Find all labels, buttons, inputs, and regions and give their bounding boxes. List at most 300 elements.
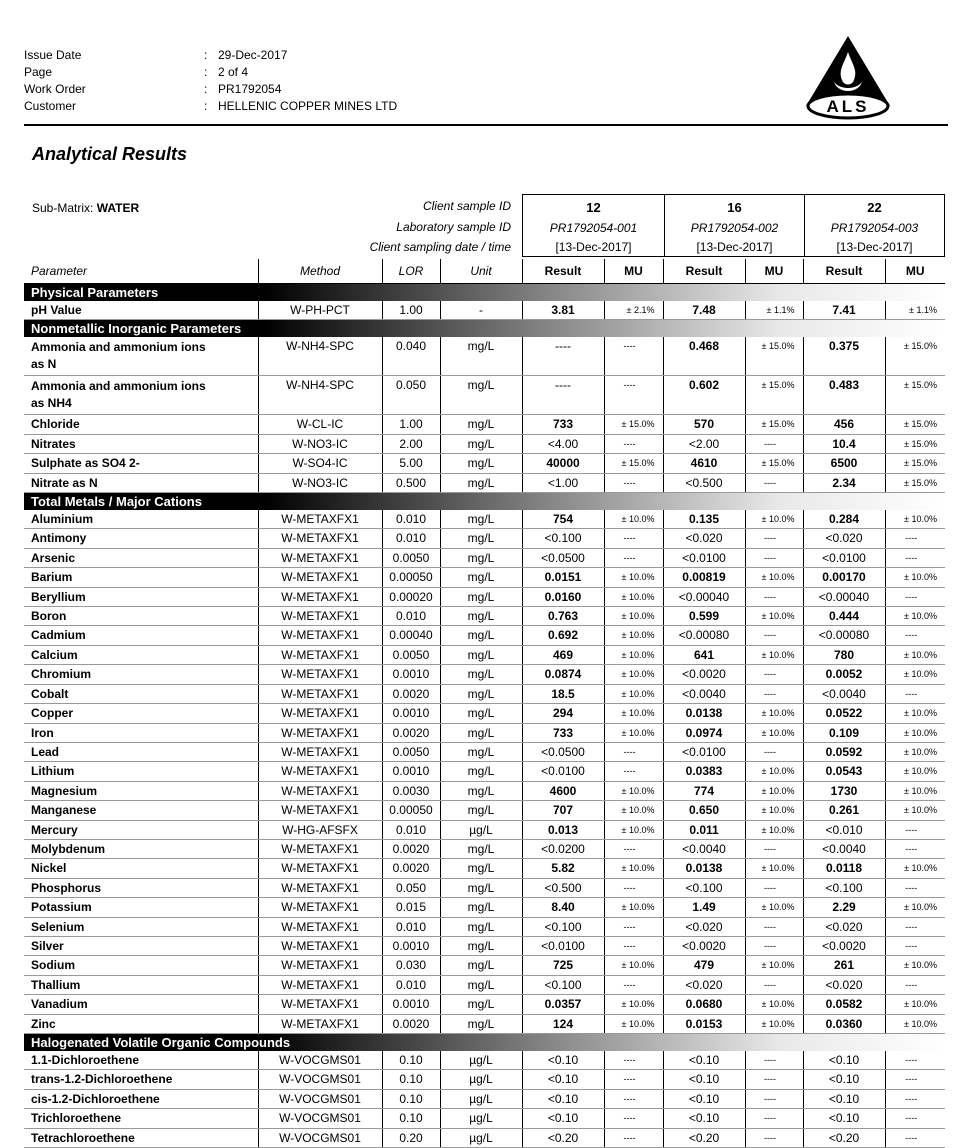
unit: mg/L: [440, 645, 522, 664]
unit: mg/L: [440, 473, 522, 492]
unit: µg/L: [440, 1051, 522, 1070]
unit: mg/L: [440, 917, 522, 936]
measurement-uncertainty: ± 10.0%: [745, 995, 803, 1014]
unit: mg/L: [440, 956, 522, 975]
result-value: 0.109: [803, 723, 885, 742]
result-value: 0.0052: [803, 665, 885, 684]
result-value: <0.00040: [663, 587, 745, 606]
parameter-name-line: Nitrate as N: [31, 475, 98, 490]
measurement-uncertainty: ----: [885, 1089, 945, 1108]
result-value: 0.0151: [522, 568, 604, 587]
parameter-name: [24, 473, 258, 492]
measurement-uncertainty: ± 10.0%: [885, 568, 945, 587]
sample-column-1: [523, 195, 664, 256]
unit: mg/L: [440, 529, 522, 548]
parameter-name-line: Silver: [31, 938, 64, 953]
lor: 0.010: [382, 529, 440, 548]
result-value: 0.599: [663, 607, 745, 626]
measurement-uncertainty: ----: [604, 742, 663, 761]
result-value: <0.500: [663, 473, 745, 492]
result-value: 641: [663, 645, 745, 664]
measurement-uncertainty: ----: [885, 917, 945, 936]
result-value: 0.650: [663, 801, 745, 820]
result-value: 1.49: [663, 898, 745, 917]
measurement-uncertainty: ----: [604, 1051, 663, 1070]
method: W-PH-PCT: [258, 301, 382, 320]
method: W-METAXFX1: [258, 665, 382, 684]
result-value: 0.0974: [663, 723, 745, 742]
measurement-uncertainty: ± 10.0%: [604, 665, 663, 684]
method: W-METAXFX1: [258, 587, 382, 606]
parameter-name-line: Chloride: [31, 417, 80, 432]
result-value: <0.10: [803, 1109, 885, 1128]
result-value: 570: [663, 415, 745, 434]
section-title: Total Metals / Major Cations: [24, 493, 945, 511]
issue-date-label: Issue Date: [24, 48, 82, 62]
measurement-uncertainty: ± 10.0%: [604, 956, 663, 975]
result-value: 10.4: [803, 434, 885, 453]
parameter-name-line: Selenium: [31, 919, 85, 934]
table-row: [24, 510, 945, 529]
measurement-uncertainty: ----: [885, 975, 945, 994]
result-value: 0.261: [803, 801, 885, 820]
section-title: Halogenated Volatile Organic Compounds: [24, 1034, 945, 1052]
parameter-name: [24, 1089, 258, 1108]
measurement-uncertainty: ± 10.0%: [745, 1014, 803, 1033]
measurement-uncertainty: ± 10.0%: [885, 1014, 945, 1033]
col-lor: LOR: [382, 259, 440, 284]
lor: 2.00: [382, 434, 440, 453]
lor: 0.010: [382, 917, 440, 936]
lor: 0.0010: [382, 936, 440, 955]
parameter-name: [24, 742, 258, 761]
issue-date-value: 29-Dec-2017: [218, 48, 288, 62]
result-value: <0.10: [803, 1089, 885, 1108]
result-value: 1730: [803, 781, 885, 800]
unit: mg/L: [440, 839, 522, 858]
col-result: Result: [522, 259, 604, 284]
result-value: <0.10: [522, 1089, 604, 1108]
measurement-uncertainty: ----: [604, 936, 663, 955]
result-value: 0.483: [803, 376, 885, 415]
lor: 0.050: [382, 878, 440, 897]
measurement-uncertainty: ± 15.0%: [885, 434, 945, 453]
result-value: 0.0582: [803, 995, 885, 1014]
parameter-name: [24, 607, 258, 626]
result-value: <0.100: [522, 917, 604, 936]
unit: mg/L: [440, 801, 522, 820]
method: W-METAXFX1: [258, 510, 382, 529]
result-value: <0.100: [803, 878, 885, 897]
parameter-name-line: Sulphate as SO4 2-: [31, 456, 140, 471]
unit: mg/L: [440, 898, 522, 917]
parameter-name-line: Lithium: [31, 764, 75, 779]
result-value: 0.0592: [803, 742, 885, 761]
unit: mg/L: [440, 665, 522, 684]
table-row: [24, 473, 945, 492]
parameter-name: [24, 859, 258, 878]
lor: 0.040: [382, 337, 440, 376]
measurement-uncertainty: ± 10.0%: [745, 820, 803, 839]
result-value: <0.020: [663, 975, 745, 994]
measurement-uncertainty: ± 10.0%: [604, 704, 663, 723]
result-value: 40000: [522, 454, 604, 473]
method: W-METAXFX1: [258, 1014, 382, 1033]
measurement-uncertainty: ± 10.0%: [745, 956, 803, 975]
parameter-name: [24, 684, 258, 703]
measurement-uncertainty: ----: [885, 936, 945, 955]
method: W-HG-AFSFX: [258, 820, 382, 839]
analytical-results-table: [24, 259, 945, 1148]
unit: mg/L: [440, 995, 522, 1014]
parameter-name-line: Vanadium: [31, 997, 88, 1012]
parameter-name-line: trans-1.2-Dichloroethene: [31, 1072, 173, 1087]
parameter-name-line: as NH4: [31, 396, 72, 411]
table-row: [24, 839, 945, 858]
page-title: Analytical Results: [32, 144, 188, 164]
table-row: [24, 801, 945, 820]
result-value: <0.10: [803, 1070, 885, 1089]
parameter-name: [24, 820, 258, 839]
parameter-name: [24, 301, 258, 320]
table-row: [24, 529, 945, 548]
als-logo: [802, 34, 894, 120]
page-value: 2 of 4: [218, 65, 249, 79]
measurement-uncertainty: ± 15.0%: [604, 415, 663, 434]
measurement-uncertainty: ± 10.0%: [885, 723, 945, 742]
table-row: [24, 1109, 945, 1128]
unit: mg/L: [440, 587, 522, 606]
method: W-METAXFX1: [258, 781, 382, 800]
sampling-date: [13-Dec-2017]: [836, 240, 913, 254]
parameter-name-line: Antimony: [31, 531, 87, 546]
unit: mg/L: [440, 415, 522, 434]
measurement-uncertainty: ----: [885, 684, 945, 703]
parameter-name-line: Beryllium: [31, 589, 86, 604]
measurement-uncertainty: ----: [745, 1051, 803, 1070]
measurement-uncertainty: ----: [604, 1109, 663, 1128]
result-value: 0.00170: [803, 568, 885, 587]
lab-sample-id: PR1792054-001: [549, 221, 638, 235]
lor: 0.0010: [382, 762, 440, 781]
result-value: <0.0040: [803, 839, 885, 858]
result-value: <0.20: [522, 1128, 604, 1147]
measurement-uncertainty: ----: [885, 1128, 945, 1147]
measurement-uncertainty: ----: [745, 936, 803, 955]
result-value: 5.82: [522, 859, 604, 878]
table-row: [24, 898, 945, 917]
lor: 0.0020: [382, 684, 440, 703]
client-sample-id: 16: [727, 200, 742, 215]
unit: mg/L: [440, 337, 522, 376]
submatrix: Sub-Matrix: WATER: [32, 201, 140, 215]
parameter-name: [24, 839, 258, 858]
measurement-uncertainty: ± 10.0%: [604, 568, 663, 587]
unit: mg/L: [440, 781, 522, 800]
result-value: ----: [522, 337, 604, 376]
result-value: 2.34: [803, 473, 885, 492]
measurement-uncertainty: ± 15.0%: [885, 454, 945, 473]
result-value: 733: [522, 723, 604, 742]
lor: 0.0020: [382, 839, 440, 858]
section-title: Physical Parameters: [24, 284, 945, 302]
lor: 0.10: [382, 1070, 440, 1089]
table-row: [24, 568, 945, 587]
customer-label: Customer: [24, 99, 77, 113]
parameter-name: [24, 1128, 258, 1147]
result-value: 0.0874: [522, 665, 604, 684]
table-row: [24, 742, 945, 761]
lor: 0.10: [382, 1109, 440, 1128]
measurement-uncertainty: ----: [604, 376, 663, 415]
table-row: [24, 975, 945, 994]
lor: 0.00050: [382, 801, 440, 820]
parameter-name-line: Iron: [31, 725, 54, 740]
parameter-name-line: Tetrachloroethene: [31, 1130, 135, 1145]
lor: 0.015: [382, 898, 440, 917]
lor: 0.20: [382, 1128, 440, 1147]
parameter-name: [24, 665, 258, 684]
result-value: 0.00819: [663, 568, 745, 587]
lor: 0.10: [382, 1051, 440, 1070]
work-order-label: Work Order: [24, 82, 86, 96]
method: W-VOCGMS01: [258, 1128, 382, 1147]
result-value: <0.0500: [522, 548, 604, 567]
result-value: 780: [803, 645, 885, 664]
result-value: <0.100: [522, 529, 604, 548]
section-header: [24, 284, 945, 302]
result-value: <0.100: [522, 975, 604, 994]
measurement-uncertainty: ± 10.0%: [885, 995, 945, 1014]
parameter-name-line: Mercury: [31, 822, 78, 837]
lor: 0.0030: [382, 781, 440, 800]
measurement-uncertainty: ----: [604, 762, 663, 781]
result-value: <0.020: [663, 529, 745, 548]
measurement-uncertainty: ----: [885, 878, 945, 897]
lab-sample-id-label: Laboratory sample ID: [396, 220, 511, 234]
result-value: <0.10: [663, 1070, 745, 1089]
lor: 0.10: [382, 1089, 440, 1108]
table-row: [24, 1128, 945, 1147]
measurement-uncertainty: ± 10.0%: [604, 859, 663, 878]
method: W-METAXFX1: [258, 742, 382, 761]
table-row: [24, 936, 945, 955]
parameter-name-line: Nitrates: [31, 436, 76, 451]
unit: mg/L: [440, 434, 522, 453]
measurement-uncertainty: ----: [745, 587, 803, 606]
result-value: 0.0522: [803, 704, 885, 723]
measurement-uncertainty: ± 10.0%: [604, 1014, 663, 1033]
measurement-uncertainty: ----: [885, 1070, 945, 1089]
parameter-name: [24, 956, 258, 975]
parameter-name: [24, 936, 258, 955]
parameter-name-line: Nickel: [31, 861, 67, 876]
result-value: 2.29: [803, 898, 885, 917]
result-value: <0.020: [663, 917, 745, 936]
result-value: 0.468: [663, 337, 745, 376]
parameter-name-line: Calcium: [31, 647, 78, 662]
measurement-uncertainty: ----: [745, 473, 803, 492]
unit: mg/L: [440, 510, 522, 529]
result-value: 479: [663, 956, 745, 975]
table-row: [24, 723, 945, 742]
result-value: 7.41: [803, 301, 885, 320]
lor: 0.010: [382, 975, 440, 994]
measurement-uncertainty: ----: [885, 1051, 945, 1070]
measurement-uncertainty: ± 2.1%: [604, 301, 663, 320]
method: W-VOCGMS01: [258, 1051, 382, 1070]
parameter-name-line: Cadmium: [31, 628, 86, 643]
method: W-CL-IC: [258, 415, 382, 434]
method: W-VOCGMS01: [258, 1089, 382, 1108]
table-row: [24, 454, 945, 473]
table-row: [24, 917, 945, 936]
measurement-uncertainty: ± 10.0%: [604, 801, 663, 820]
measurement-uncertainty: ± 10.0%: [885, 665, 945, 684]
result-value: <0.100: [663, 878, 745, 897]
parameter-name: [24, 781, 258, 800]
parameter-name-line: Sodium: [31, 958, 75, 973]
submatrix-value: WATER: [96, 201, 140, 215]
measurement-uncertainty: ± 10.0%: [604, 607, 663, 626]
result-value: 0.284: [803, 510, 885, 529]
parameter-name-line: Trichloroethene: [31, 1111, 122, 1126]
unit: mg/L: [440, 878, 522, 897]
parameter-name-line: 1.1-Dichloroethene: [31, 1053, 140, 1067]
lor: 0.0050: [382, 645, 440, 664]
result-value: <0.10: [663, 1109, 745, 1128]
lor: 0.0010: [382, 995, 440, 1014]
col-mu: MU: [745, 259, 803, 284]
unit: µg/L: [440, 820, 522, 839]
measurement-uncertainty: ± 10.0%: [885, 607, 945, 626]
measurement-uncertainty: ----: [885, 548, 945, 567]
table-row: [24, 587, 945, 606]
result-value: <0.500: [522, 878, 604, 897]
measurement-uncertainty: ± 10.0%: [885, 859, 945, 878]
result-value: <0.0040: [663, 839, 745, 858]
parameter-name: [24, 415, 258, 434]
result-value: 0.0118: [803, 859, 885, 878]
parameter-name-line: cis-1.2-Dichloroethene: [31, 1091, 160, 1106]
table-row: [24, 376, 945, 415]
parameter-name: [24, 529, 258, 548]
measurement-uncertainty: ± 10.0%: [885, 956, 945, 975]
measurement-uncertainty: ----: [745, 548, 803, 567]
work-order-value: PR1792054: [218, 82, 282, 96]
measurement-uncertainty: ± 10.0%: [745, 762, 803, 781]
parameter-name: [24, 917, 258, 936]
result-value: 0.0360: [803, 1014, 885, 1033]
result-value: 0.0160: [522, 587, 604, 606]
result-value: <0.10: [522, 1109, 604, 1128]
result-value: <0.0100: [522, 762, 604, 781]
parameter-name: [24, 454, 258, 473]
measurement-uncertainty: ----: [745, 1070, 803, 1089]
measurement-uncertainty: ----: [604, 917, 663, 936]
measurement-uncertainty: ± 15.0%: [604, 454, 663, 473]
result-value: 0.602: [663, 376, 745, 415]
measurement-uncertainty: ----: [885, 820, 945, 839]
measurement-uncertainty: ----: [604, 839, 663, 858]
unit: mg/L: [440, 936, 522, 955]
measurement-uncertainty: ----: [745, 839, 803, 858]
result-value: 754: [522, 510, 604, 529]
report-header: [24, 47, 397, 115]
result-value: <0.0020: [803, 936, 885, 955]
measurement-uncertainty: ± 10.0%: [604, 587, 663, 606]
parameter-name-line: Copper: [31, 706, 73, 721]
lor: 0.0020: [382, 723, 440, 742]
measurement-uncertainty: ± 10.0%: [885, 801, 945, 820]
method: W-METAXFX1: [258, 859, 382, 878]
table-row: [24, 645, 945, 664]
measurement-uncertainty: ± 1.1%: [885, 301, 945, 320]
result-value: <0.010: [803, 820, 885, 839]
result-value: 774: [663, 781, 745, 800]
parameter-name-line: as N: [31, 357, 57, 372]
measurement-uncertainty: ± 15.0%: [745, 376, 803, 415]
result-value: 456: [803, 415, 885, 434]
table-row: [24, 995, 945, 1014]
col-result: Result: [663, 259, 745, 284]
result-value: 294: [522, 704, 604, 723]
lor: 0.010: [382, 820, 440, 839]
measurement-uncertainty: ± 10.0%: [885, 781, 945, 800]
parameter-name-line: pH Value: [31, 303, 82, 317]
result-value: 0.0153: [663, 1014, 745, 1033]
method: W-METAXFX1: [258, 607, 382, 626]
section-header: [24, 320, 945, 338]
issue-date-row: Issue Date : 29-Dec-2017: [24, 48, 288, 62]
lor: 0.00050: [382, 568, 440, 587]
parameter-name-line: Aluminium: [31, 512, 93, 527]
table-row: [24, 434, 945, 453]
parameter-name-line: Boron: [31, 609, 67, 624]
measurement-uncertainty: ± 10.0%: [885, 510, 945, 529]
result-value: 707: [522, 801, 604, 820]
measurement-uncertainty: ----: [604, 548, 663, 567]
method: W-NO3-IC: [258, 473, 382, 492]
parameter-name-line: Arsenic: [31, 550, 76, 565]
result-value: <0.10: [663, 1089, 745, 1108]
sample-id-grid: [522, 194, 945, 257]
parameter-name-line: Molybdenum: [31, 841, 105, 856]
parameter-name: [24, 1070, 258, 1089]
parameter-name-line: Lead: [31, 744, 60, 759]
work-order-row: Work Order : PR1792054: [24, 82, 282, 96]
measurement-uncertainty: ± 15.0%: [885, 376, 945, 415]
measurement-uncertainty: ----: [885, 626, 945, 645]
lab-sample-id: PR1792054-002: [690, 221, 779, 235]
parameter-name: [24, 1014, 258, 1033]
col-mu: MU: [885, 259, 945, 284]
parameter-name: [24, 548, 258, 567]
result-value: <4.00: [522, 434, 604, 453]
method: W-NO3-IC: [258, 434, 382, 453]
result-value: 469: [522, 645, 604, 664]
result-value: <0.10: [663, 1051, 745, 1070]
measurement-uncertainty: ----: [604, 337, 663, 376]
result-value: <0.20: [803, 1128, 885, 1147]
unit: mg/L: [440, 376, 522, 415]
measurement-uncertainty: ----: [745, 1089, 803, 1108]
result-value: 6500: [803, 454, 885, 473]
method: W-METAXFX1: [258, 878, 382, 897]
measurement-uncertainty: ± 10.0%: [745, 568, 803, 587]
measurement-uncertainty: ± 10.0%: [745, 801, 803, 820]
result-value: 0.011: [663, 820, 745, 839]
